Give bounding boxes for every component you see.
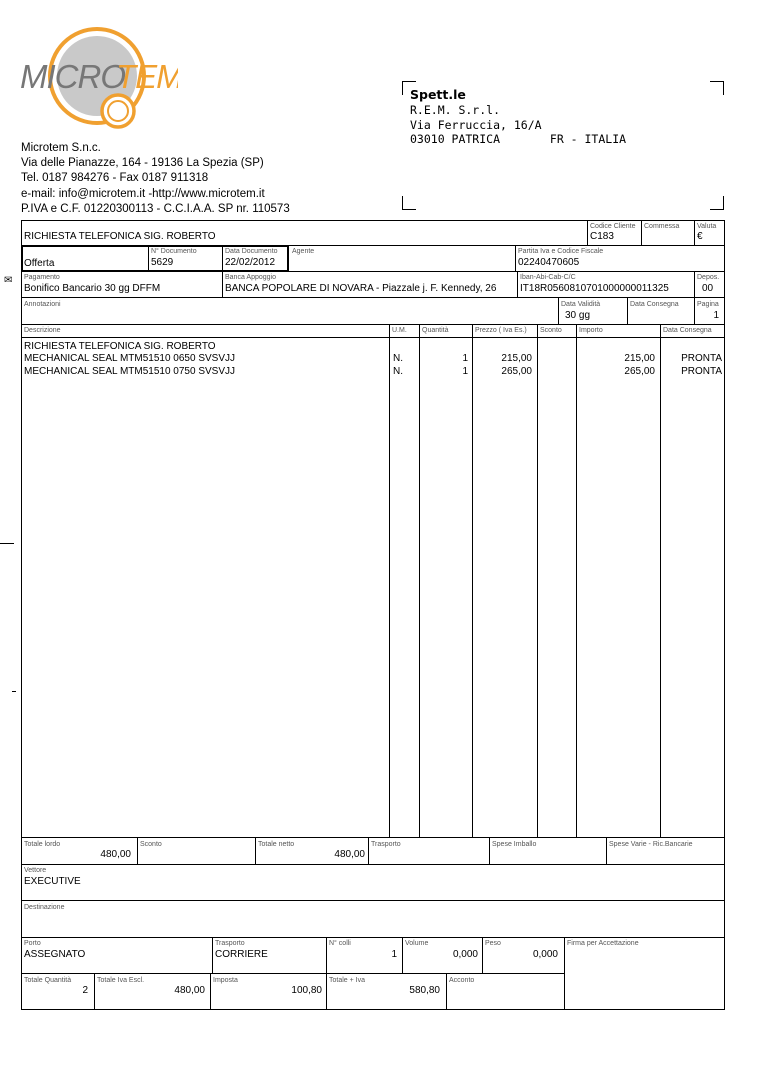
rule xyxy=(537,324,538,837)
sconto-label: Sconto xyxy=(140,841,162,848)
rule xyxy=(21,297,725,298)
row-importo: 265,00 xyxy=(624,366,655,377)
totale-iva-escl-label: Totale Iva Escl. xyxy=(97,977,145,984)
rule xyxy=(389,324,390,837)
rule xyxy=(694,297,695,324)
iban-label: Iban-Abi-Cab-C/C xyxy=(520,274,576,281)
company-tax: P.IVA e C.F. 01220300113 - C.C.I.A.A. SP nr. 110573 xyxy=(21,202,290,215)
row-quantita: 1 xyxy=(462,353,468,364)
rule xyxy=(402,937,403,973)
firma-label: Firma per Accettazione xyxy=(567,940,639,947)
trasporto-ship-value: CORRIERE xyxy=(215,949,268,960)
volume-label: Volume xyxy=(405,940,429,947)
logo-graphic xyxy=(18,12,178,140)
rule xyxy=(210,973,211,1010)
logo-text-micro: MICRO xyxy=(20,58,125,95)
company-logo xyxy=(18,12,178,140)
rule xyxy=(419,324,420,837)
data-label: Data Documento xyxy=(225,248,278,255)
company-name: Microtem S.n.c. xyxy=(21,142,101,154)
totale-quantita-value: 2 xyxy=(82,985,88,996)
numero-label: N° Documento xyxy=(151,248,197,255)
totale-iva-label: Totale + Iva xyxy=(329,977,365,984)
col-um: U.M. xyxy=(392,327,407,334)
banca-label: Banca Appoggio xyxy=(225,274,276,281)
imposta-label: Imposta xyxy=(213,977,238,984)
row-quantita: 1 xyxy=(462,366,468,377)
address-corner-bl xyxy=(402,196,416,210)
rule xyxy=(489,837,490,864)
totale-lordo-label: Totale lordo xyxy=(24,841,61,848)
deposito-value: 00 xyxy=(702,283,714,294)
rule xyxy=(255,837,256,864)
deposito-label: Depos. xyxy=(697,274,720,281)
recipient-city-line xyxy=(410,132,626,147)
partita-iva-label: Partita Iva e Codice Fiscale xyxy=(518,248,604,255)
col-sconto: Sconto xyxy=(540,327,562,334)
row-importo: 215,00 xyxy=(624,353,655,364)
validita-label: Data Validità xyxy=(561,301,601,308)
address-corner-tr xyxy=(710,81,724,95)
commessa-label: Commessa xyxy=(644,223,680,230)
rule xyxy=(212,937,213,973)
trasporto-ship-label: Trasporto xyxy=(215,940,245,947)
rule xyxy=(515,245,516,271)
rule xyxy=(368,837,369,864)
totale-lordo-value: 480,00 xyxy=(100,849,131,860)
pagamento-label: Pagamento xyxy=(24,274,60,281)
row-descrizione: MECHANICAL SEAL MTM51510 0750 SVSVJJ xyxy=(24,366,236,377)
rule xyxy=(660,324,661,837)
company-info xyxy=(21,141,290,217)
totale-iva-escl-value: 480,00 xyxy=(174,985,205,996)
agente-label: Agente xyxy=(292,248,315,255)
document-subject: RICHIESTA TELEFONICA SIG. ROBERTO xyxy=(24,231,216,242)
vettore-label: Vettore xyxy=(24,867,47,874)
col-importo: Importo xyxy=(579,327,603,334)
rule xyxy=(21,324,725,325)
pagina-label: Pagina xyxy=(697,301,719,308)
numero-value: 5629 xyxy=(151,257,174,268)
acconto-label: Acconto xyxy=(449,977,475,984)
recipient-salutation: Spett.le xyxy=(410,87,466,102)
rule xyxy=(137,837,138,864)
recipient-street: Via Ferruccia, 16/A xyxy=(410,117,542,132)
colli-label: N° colli xyxy=(329,940,351,947)
recipient-name: R.E.M. S.r.l. xyxy=(410,102,501,117)
company-phone: Tel. 0187 984276 - Fax 0187 911318 xyxy=(21,172,209,185)
rule xyxy=(641,220,642,245)
spese-imballo-label: Spese Imballo xyxy=(492,841,537,848)
data-value: 22/02/2012 xyxy=(225,257,276,268)
fold-mark xyxy=(0,543,14,544)
row-um: N. xyxy=(393,366,403,377)
imposta-value: 100,80 xyxy=(291,985,322,996)
rule xyxy=(21,837,725,838)
vettore-value: EXECUTIVE xyxy=(24,876,81,887)
rule xyxy=(564,937,565,1010)
rule xyxy=(694,220,695,245)
logo-text-tem: TEM xyxy=(116,58,178,95)
rule xyxy=(482,937,483,973)
rule xyxy=(21,900,725,901)
totale-quantita-label: Totale Quantità xyxy=(24,977,72,984)
rule xyxy=(222,271,223,297)
rule xyxy=(694,271,695,297)
company-email: e-mail: info@microtem.it -http://www.microtem.it xyxy=(21,187,265,200)
row-descrizione: MECHANICAL SEAL MTM51510 0650 SVSVJJ xyxy=(24,353,236,364)
codice-cliente-label: Codice Cliente xyxy=(590,223,636,230)
col-quantita: Quantità xyxy=(422,327,449,334)
row-prezzo: 265,00 xyxy=(501,366,532,377)
iban-value: IT18R0560810701000000011325 xyxy=(520,283,669,294)
rule xyxy=(587,220,588,245)
rule xyxy=(326,937,327,1010)
totale-netto-label: Totale netto xyxy=(258,841,295,848)
rule xyxy=(446,973,447,1010)
recipient-address xyxy=(410,88,626,147)
rule xyxy=(558,297,559,324)
row-um: N. xyxy=(393,353,403,364)
porto-value: ASSEGNATO xyxy=(24,949,86,960)
document-type: Offerta xyxy=(24,258,55,269)
address-corner-br xyxy=(710,196,724,210)
rule xyxy=(517,271,518,297)
table-intro: RICHIESTA TELEFONICA SIG. ROBERTO xyxy=(24,341,216,352)
col-descrizione: Descrizione xyxy=(24,327,61,334)
volume-value: 0,000 xyxy=(452,949,478,960)
peso-label: Peso xyxy=(485,940,501,947)
rule xyxy=(21,937,725,938)
rule xyxy=(627,297,628,324)
rule xyxy=(21,864,725,865)
totale-netto-value: 480,00 xyxy=(334,849,365,860)
rule xyxy=(576,324,577,837)
recipient-city: 03010 PATRICA xyxy=(410,132,501,147)
rule xyxy=(222,245,223,271)
row-prezzo: 215,00 xyxy=(501,353,532,364)
banca-value: BANCA POPOLARE DI NOVARA - Piazzale j. F. Kennedy, 26 xyxy=(225,283,497,294)
totale-iva-value: 580,80 xyxy=(409,985,440,996)
rule xyxy=(472,324,473,837)
pagamento-value: Bonifico Bancario 30 gg DFFM xyxy=(24,283,161,294)
colli-value: 1 xyxy=(391,949,397,960)
partita-iva-value: 02240470605 xyxy=(518,257,580,268)
company-address: Via delle Pianazze, 164 - 19136 La Spezia (SP) xyxy=(21,157,264,170)
rule xyxy=(94,973,95,1010)
validita-value: 30 gg xyxy=(565,310,591,321)
destinazione-label: Destinazione xyxy=(24,904,65,911)
row-consegna: PRONTA xyxy=(681,366,722,377)
punch-mark xyxy=(12,691,16,692)
codice-cliente-value: C183 xyxy=(590,231,614,242)
trasporto-label: Trasporto xyxy=(371,841,401,848)
rule xyxy=(21,337,725,338)
valuta-label: Valuta xyxy=(697,223,717,230)
rule xyxy=(148,245,149,271)
annotazioni-label: Annotazioni xyxy=(24,301,61,308)
envelope-icon: ✉ xyxy=(4,275,13,286)
col-prezzo: Prezzo ( Iva Es.) xyxy=(475,327,527,334)
row-consegna: PRONTA xyxy=(681,353,722,364)
document-frame xyxy=(21,220,725,1010)
recipient-country: FR - ITALIA xyxy=(549,132,627,147)
pagina-value: 1 xyxy=(713,310,719,321)
porto-label: Porto xyxy=(24,940,41,947)
valuta-value: € xyxy=(697,231,703,242)
consegna-label: Data Consegna xyxy=(630,301,679,308)
rule xyxy=(21,973,564,974)
rule xyxy=(606,837,607,864)
spese-varie-label: Spese Varie - Ric.Bancarie xyxy=(609,841,693,848)
col-consegna: Data Consegna xyxy=(663,327,712,334)
peso-value: 0,000 xyxy=(532,949,558,960)
